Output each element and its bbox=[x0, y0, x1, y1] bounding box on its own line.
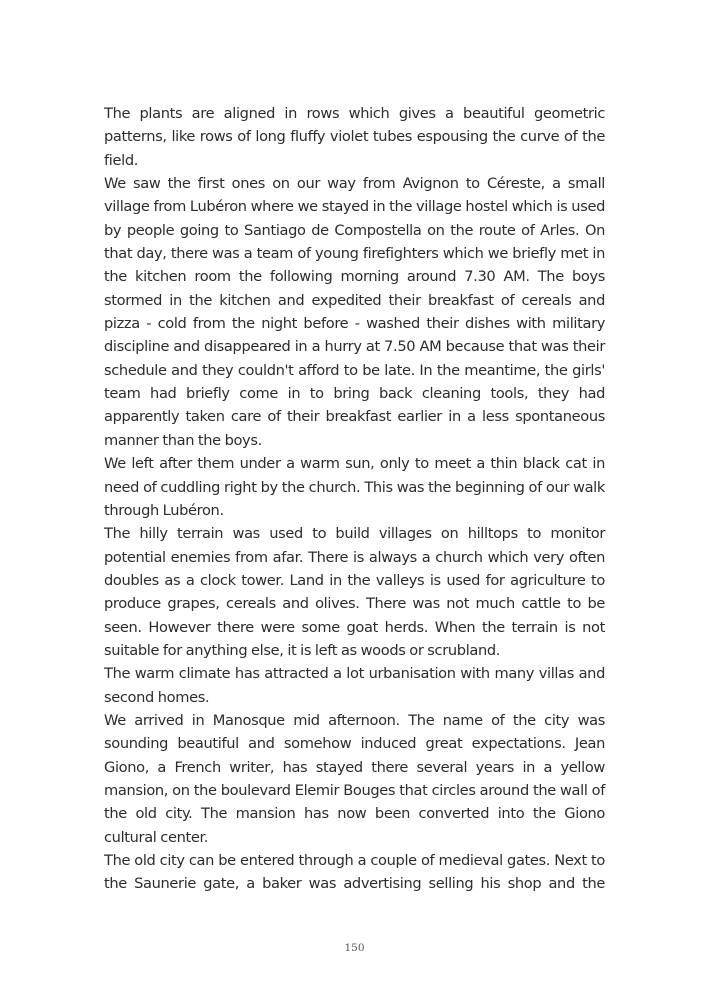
paragraph-5: The warm climate has attracted a lot urbanisation with many villas and second homes. bbox=[104, 665, 605, 706]
paragraph-6: We arrived in Manosque mid afternoon. The name of the city was sounding beautiful and somehow induced great expectations. Jean Giono, a French writer, has stayed there several years in a yellow mansion, on the boulevard Elemir Bouges that circles around the wall of the old city. The mansion has now been converted into the Giono cultural center. bbox=[104, 711, 605, 846]
body-text bbox=[104, 102, 605, 896]
paragraph-1: The plants are aligned in rows which gives a beautiful geometric patterns, like rows of long fluffy violet tubes espousing the curve of the field. bbox=[104, 105, 605, 169]
page-number: 150 bbox=[344, 942, 365, 954]
paragraph-7: The old city can be entered through a couple of medieval gates. Next to the Saunerie gate, a baker was advertising selling his shop and the bbox=[104, 852, 605, 893]
paragraph-3: We left after them under a warm sun, only to meet a thin black cat in need of cuddling right by the church. This was the beginning of our walk through Lubéron. bbox=[104, 455, 605, 519]
paragraph-4: The hilly terrain was used to build villages on hilltops to monitor potential enemies from afar. There is always a church which very often doubles as a clock tower. Land in the valleys is used for agriculture to produce grapes, cereals and olives. There was not much cattle to be seen. However there were some goat herds. When the terrain is not suitable for anything else, it is left as woods or scrubland. bbox=[104, 525, 605, 659]
paragraph-2: We saw the first ones on our way from Avignon to Céreste, a small village from Lubéron where we stayed in the village hostel which is used by people going to Santiago de Compostella on the route of Arles. On that day, there was a team of young firefighters which we briefly met in the kitchen room the following morning around 7.30 AM. The boys stormed in the kitchen and expedited their breakfast of cereals and pizza - cold from the night before - washed their dishes with military discipline and disappeared in a hurry at 7.50 AM because that was their schedule and they couldn't afford to be late. In the meantime, the girls' team had briefly come in to bring back cleaning tools, they had apparently taken care of their breakfast earlier in a less spontaneous manner than the boys. bbox=[104, 175, 605, 449]
